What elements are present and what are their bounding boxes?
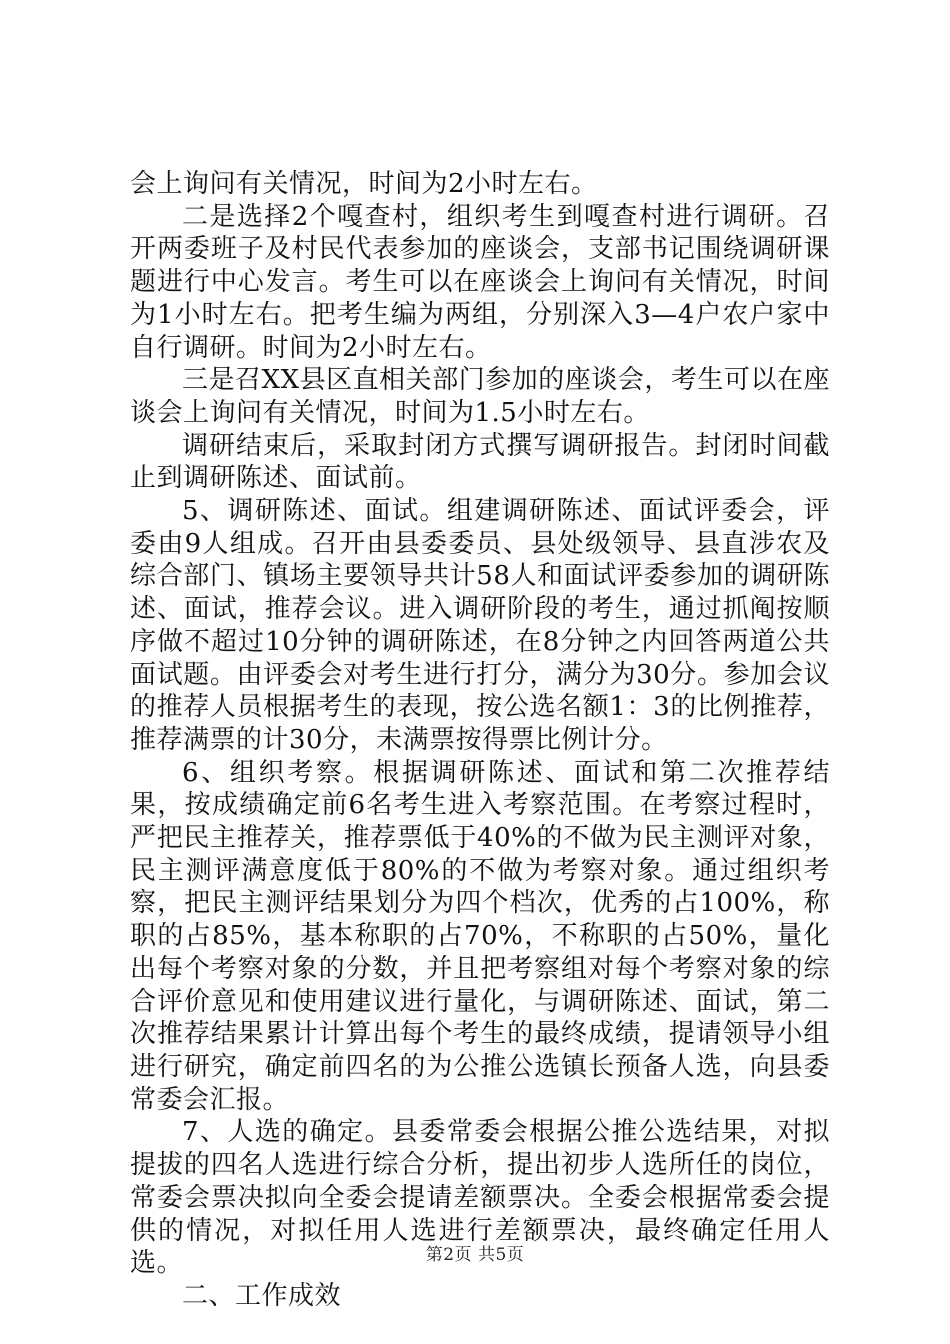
page-number-footer: 第2页 共5页 (425, 1245, 525, 1265)
paragraph-6: 6、组织考察。根据调研陈述、面试和第二次推荐结果，按成绩确定前6名考生进入考察范围。在考察过程时，严把民主推荐关，推荐票低于40%的不做为民主测评对象，民主测评满意度低于80%的不做为考察对象。通过组织考察，把民主测评结果划分为四个档次，优秀的占100%，称职的占85%，基本称职的占70%，不称职的占50%，量化出每个考察对象的分数，并且把考察组对每个考察对象的综合评价意见和使用建议进行量化，与调研陈述、面试，第二次推荐结果累计计算出每个考生的最终成绩，提请领导小组进行研究，确定前四名的为公推公选镇长预备人选，向县委常委会汇报。 (130, 757, 830, 1115)
section-heading: 二、工作成效 (182, 1280, 342, 1311)
paragraph-2: 二是选择2个嘎查村，组织考生到嘎查村进行调研。召开两委班子及村民代表参加的座谈会，支部书记围绕调研课题进行中心发言。考生可以在座谈会上询问有关情况，时间为1小时左右。把考生编为两组，分别深入3—4户农户家中自行调研。时间为2小时左右。 (130, 201, 830, 363)
document-body (130, 168, 830, 1313)
paragraph-3: 三是召XX县区直相关部门参加的座谈会，考生可以在座谈会上询问有关情况，时间为1.5小时左右。 (130, 365, 830, 428)
paragraph-7: 7、人选的确定。县委常委会根据公推公选结果，对拟提拔的四名人选进行综合分析，提出初步人选所任的岗位，常委会票决拟向全委会提请差额票决。全委会根据常委会提供的情况，对拟任用人选进行差额票决，最终确定任用人选。 (130, 1117, 830, 1279)
paragraph-4: 调研结束后，采取封闭方式撰写调研报告。封闭时间截止到调研陈述、面试前。 (130, 430, 830, 494)
paragraph-1: 会上询问有关情况，时间为2小时左右。 (130, 169, 598, 199)
paragraph-5: 5、调研陈述、面试。组建调研陈述、面试评委会，评委由9人组成。召开由县委委员、县处级领导、县直涉农及综合部门、镇场主要领导共计58人和面试评委参加的调研陈述、面试，推荐会议。进入调研阶段的考生，通过抓阄按顺序做不超过10分钟的调研陈述，在8分钟之内回答两道公共面试题。由评委会对考生进行打分，满分为30分。参加会议的推荐人员根据考生的表现，按公选名额1：3的比例推荐，推荐满票的计30分，未满票按得票比例计分。 (130, 496, 830, 755)
